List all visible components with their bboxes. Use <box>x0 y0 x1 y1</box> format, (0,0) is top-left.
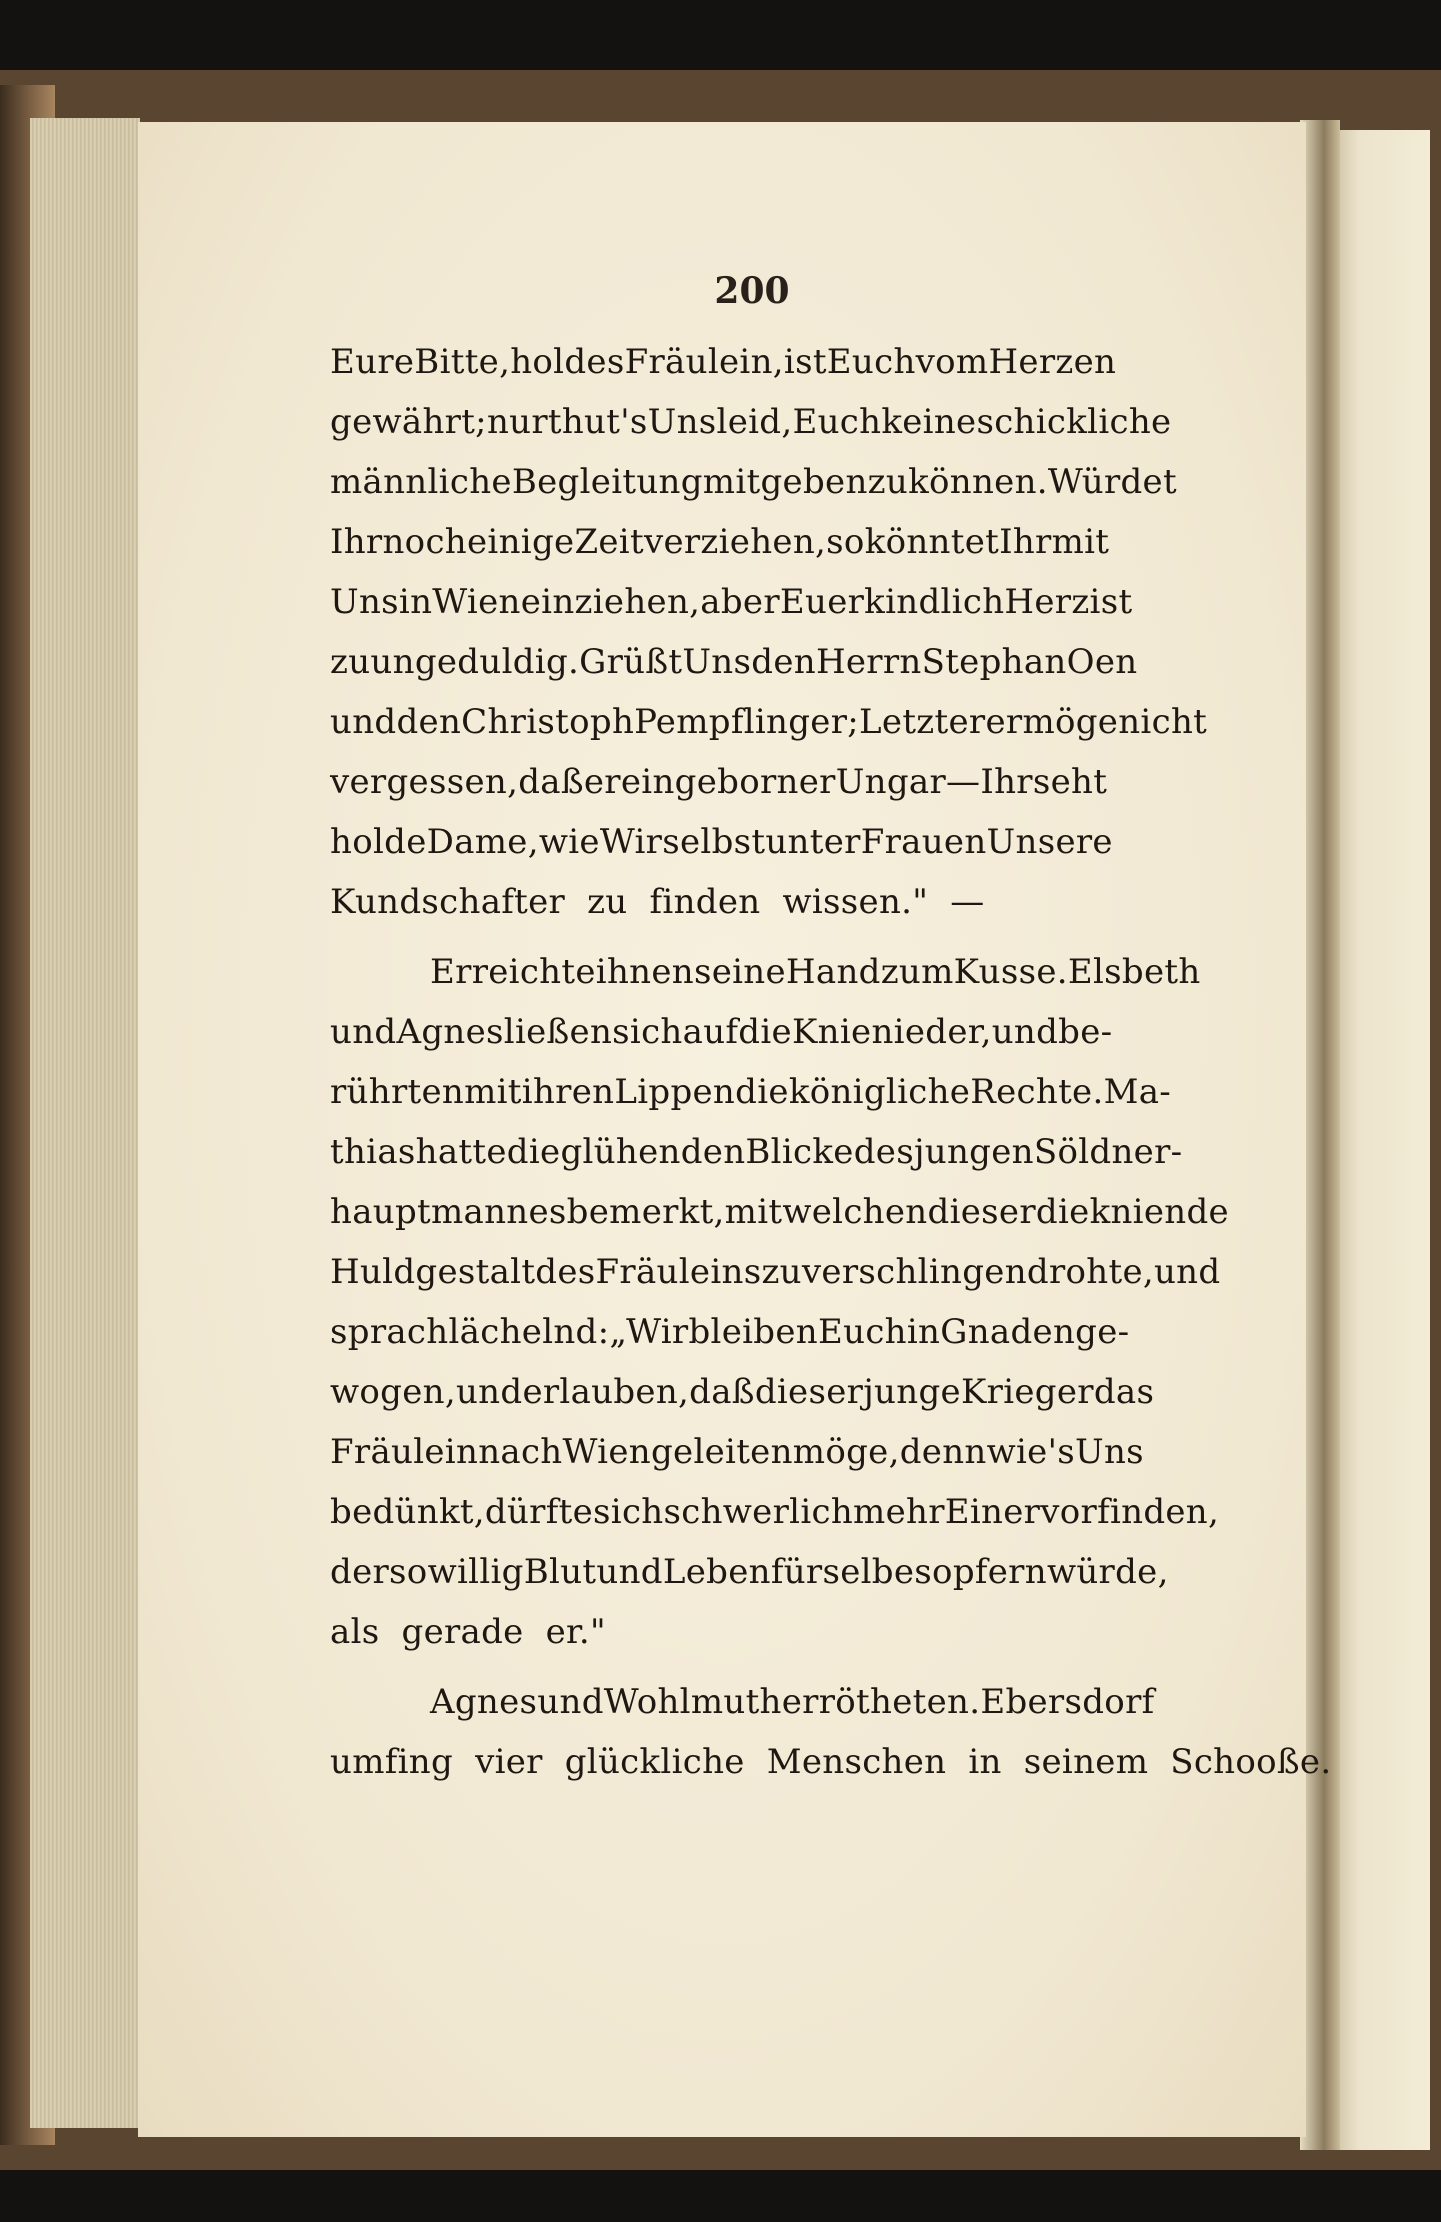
word: Wohlmuth <box>603 1682 782 1722</box>
text-line <box>330 872 1030 932</box>
text-line <box>330 332 1117 392</box>
word: Fräuleins <box>595 1252 762 1292</box>
word: glückliche <box>564 1742 745 1782</box>
word: Agnes <box>430 1682 538 1722</box>
word: Herzen <box>988 342 1117 382</box>
word: Rechte. <box>970 1072 1104 1112</box>
word: unter <box>765 822 861 862</box>
text-line <box>330 942 1201 1002</box>
word: ließen <box>503 1012 613 1052</box>
word: seine <box>693 952 786 992</box>
page-stack-edge <box>30 118 140 2128</box>
word: Fräulein, <box>624 342 784 382</box>
word: Ihr <box>980 762 1033 802</box>
word: sich <box>612 1012 683 1052</box>
word: be- <box>1058 1012 1113 1052</box>
word: Pempflinger; <box>634 702 860 742</box>
word: welchen <box>782 1192 928 1232</box>
word: sprach <box>330 1312 449 1352</box>
word: daß <box>689 1372 755 1412</box>
text-line <box>330 752 1108 812</box>
text-line <box>330 812 1113 872</box>
word: in <box>968 1742 1002 1782</box>
word: zum <box>880 952 954 992</box>
word: geleiten <box>650 1432 793 1472</box>
text-line <box>330 1362 1155 1422</box>
word: zu <box>761 1252 802 1292</box>
word: sich <box>593 1492 664 1532</box>
word: vergessen, <box>330 762 519 802</box>
text-line <box>330 1122 1183 1182</box>
word: zu <box>867 462 909 502</box>
word: Lippen <box>614 1072 736 1112</box>
text-line <box>330 1602 1030 1662</box>
word: könntet <box>864 522 1000 562</box>
text-line <box>330 1242 1221 1302</box>
word: ihren <box>521 1072 615 1112</box>
word: auf <box>682 1012 739 1052</box>
word: Zeit <box>574 522 644 562</box>
word: Menschen <box>766 1742 947 1782</box>
word: Frauen <box>860 822 987 862</box>
text-line <box>330 512 1110 572</box>
word: Knie <box>791 1012 872 1052</box>
word: die <box>735 1072 789 1112</box>
word: Uns <box>682 642 752 682</box>
word: Herz <box>1004 582 1090 622</box>
word: Eure <box>330 342 415 382</box>
text-line <box>330 1422 1144 1482</box>
word: Blicke <box>745 1132 854 1172</box>
word: nieder, <box>871 1012 992 1052</box>
word: in <box>398 582 433 622</box>
word: der <box>330 1552 390 1592</box>
word: ist <box>783 342 827 382</box>
word: ungeduldig. <box>370 642 580 682</box>
word: und <box>596 1552 663 1592</box>
word: für <box>770 1552 823 1592</box>
word: dieser <box>754 1372 864 1412</box>
word: holdes <box>510 342 625 382</box>
word: Stephan <box>921 642 1067 682</box>
word: Oen <box>1066 642 1138 682</box>
word: und <box>1153 1252 1221 1292</box>
word: Christoph <box>461 702 635 742</box>
word: Uns <box>330 582 399 622</box>
paragraph-gap <box>330 932 1030 942</box>
text-line <box>330 1672 1155 1732</box>
word: so <box>826 522 865 562</box>
word: und <box>330 1012 397 1052</box>
word: königliche <box>788 1072 971 1112</box>
word: Agnes <box>396 1012 504 1052</box>
word: würde, <box>1046 1552 1169 1592</box>
text-line <box>330 1182 1229 1242</box>
word: gerade <box>401 1612 524 1652</box>
word: leid, <box>716 402 793 442</box>
word: möge, <box>792 1432 900 1472</box>
word: ein <box>620 762 675 802</box>
word: Unsere <box>986 822 1113 862</box>
word: schwerlich <box>663 1492 854 1532</box>
word: noch <box>382 522 467 562</box>
word: umfing <box>330 1742 454 1782</box>
text-line <box>330 1002 1113 1062</box>
word: Söldner- <box>1033 1132 1183 1172</box>
word: Würdet <box>1047 462 1177 502</box>
word: Kusse. <box>953 952 1068 992</box>
word: vier <box>475 1742 543 1782</box>
word: verschlingen <box>801 1252 1027 1292</box>
word: wie's <box>986 1432 1075 1472</box>
word: seinem <box>1023 1742 1149 1782</box>
word: wogen, <box>330 1372 456 1412</box>
word: mit <box>464 1072 522 1112</box>
word: glühenden <box>560 1132 746 1172</box>
word: nach <box>478 1432 563 1472</box>
word: Wir <box>599 822 663 862</box>
word: Blut <box>523 1552 597 1592</box>
text-line <box>330 1302 1130 1362</box>
word: dürfte <box>484 1492 594 1532</box>
word: jungen <box>913 1132 1034 1172</box>
word: männliche <box>330 462 512 502</box>
word: — <box>950 882 985 922</box>
word: die <box>1035 1192 1090 1232</box>
text-line <box>330 1732 1332 1792</box>
facing-page-edge <box>1330 130 1430 2150</box>
word: in <box>906 1312 941 1352</box>
text-line <box>330 392 1172 452</box>
book-page <box>138 122 1332 2137</box>
word: ihnen <box>595 952 694 992</box>
text-line <box>330 1542 1169 1602</box>
book-gutter <box>1300 120 1340 2150</box>
word: und <box>330 702 397 742</box>
word: drohte, <box>1026 1252 1154 1292</box>
word: einige <box>467 522 575 562</box>
word: mitgeben <box>702 462 868 502</box>
word: hauptmannes <box>330 1192 567 1232</box>
word: selbst <box>662 822 766 862</box>
word: bemerkt, <box>566 1192 725 1232</box>
word: so <box>389 1552 428 1592</box>
word: Fräulein <box>330 1432 479 1472</box>
word: Begleitung <box>511 462 703 502</box>
word: Er <box>430 952 472 992</box>
word: Euch <box>792 402 882 442</box>
word: Uns <box>1075 1432 1144 1472</box>
word: Grüßt <box>579 642 683 682</box>
word: Wien <box>432 582 521 622</box>
word: „Wir <box>609 1312 689 1352</box>
word: finden <box>649 882 761 922</box>
word: Ihr <box>999 522 1052 562</box>
word: opfern <box>932 1552 1047 1592</box>
word: denn <box>899 1432 987 1472</box>
word: Bitte, <box>414 342 511 382</box>
word: Leben <box>662 1552 771 1592</box>
word: Krieger <box>960 1372 1094 1412</box>
word: ist <box>1089 582 1133 622</box>
word: thut's <box>547 402 648 442</box>
word: Wien <box>562 1432 651 1472</box>
word: mit <box>1051 522 1110 562</box>
word: den <box>396 702 462 742</box>
word: verziehen, <box>643 522 827 562</box>
word: mit <box>724 1192 783 1232</box>
word: hatte <box>415 1132 507 1172</box>
word: möge <box>1022 702 1119 742</box>
word: zu <box>587 882 628 922</box>
word: ge- <box>1075 1312 1130 1352</box>
word: des <box>853 1132 914 1172</box>
word: seht <box>1032 762 1108 802</box>
word: einziehen, <box>520 582 701 622</box>
word: Euch <box>826 342 916 382</box>
word: — <box>946 762 981 802</box>
word: Euer <box>779 582 865 622</box>
word: dieser <box>927 1192 1036 1232</box>
word: mehr <box>853 1492 945 1532</box>
word: willig <box>427 1552 524 1592</box>
paragraph-gap <box>330 1662 1030 1672</box>
word: Ma- <box>1103 1072 1172 1112</box>
word: Einer <box>944 1492 1041 1532</box>
word: thias <box>330 1132 416 1172</box>
word: er <box>583 762 621 802</box>
word: Letzterer <box>859 702 1023 742</box>
word: geborner <box>674 762 836 802</box>
word: als <box>330 1612 380 1652</box>
word: können. <box>908 462 1048 502</box>
page-number: 200 <box>714 270 790 312</box>
word: Huldgestalt <box>330 1252 536 1292</box>
word: selbes <box>822 1552 933 1592</box>
word: wie <box>538 822 600 862</box>
word: Ihr <box>330 522 383 562</box>
word: nur <box>486 402 548 442</box>
text-line <box>330 692 1208 752</box>
word: lächelnd: <box>448 1312 610 1352</box>
word: vorfinden, <box>1040 1492 1220 1532</box>
word: Gnaden <box>940 1312 1076 1352</box>
word: reichte <box>471 952 596 992</box>
word: bedünkt, <box>330 1492 485 1532</box>
text-line <box>330 572 1133 632</box>
word: zu <box>330 642 371 682</box>
word: erlauben, <box>522 1372 690 1412</box>
word: Elsbeth <box>1067 952 1201 992</box>
word: junge <box>863 1372 961 1412</box>
word: keine <box>881 402 977 442</box>
text-line <box>330 632 1138 692</box>
text-line <box>330 1062 1172 1122</box>
word: errötheten. <box>781 1682 981 1722</box>
word: das <box>1093 1372 1155 1412</box>
word: rührten <box>330 1072 465 1112</box>
word: Uns <box>647 402 717 442</box>
word: die <box>738 1012 792 1052</box>
word: und <box>455 1372 523 1412</box>
word: vom <box>915 342 989 382</box>
page-text <box>330 332 1332 1792</box>
word: Herrn <box>815 642 922 682</box>
word: er." <box>545 1612 606 1652</box>
word: schickliche <box>976 402 1172 442</box>
word: nicht <box>1118 702 1208 742</box>
word: die <box>506 1132 561 1172</box>
word: Ebersdorf <box>980 1682 1155 1722</box>
text-line <box>330 1482 1220 1542</box>
word: Dame, <box>426 822 539 862</box>
word: gewährt; <box>330 402 487 442</box>
word: und <box>537 1682 604 1722</box>
word: aber <box>700 582 780 622</box>
word: Ungar <box>835 762 947 802</box>
word: bleiben <box>688 1312 818 1352</box>
text-line <box>330 452 1177 512</box>
word: den <box>751 642 816 682</box>
word: Euch <box>818 1312 907 1352</box>
word: kindlich <box>864 582 1005 622</box>
word: des <box>535 1252 596 1292</box>
word: und <box>991 1012 1059 1052</box>
word: Hand <box>785 952 881 992</box>
word: Kundschafter <box>330 882 566 922</box>
word: Schooße. <box>1170 1742 1332 1782</box>
word: kniende <box>1089 1192 1229 1232</box>
word: wissen." <box>782 882 929 922</box>
word: holde <box>330 822 427 862</box>
word: daß <box>518 762 584 802</box>
